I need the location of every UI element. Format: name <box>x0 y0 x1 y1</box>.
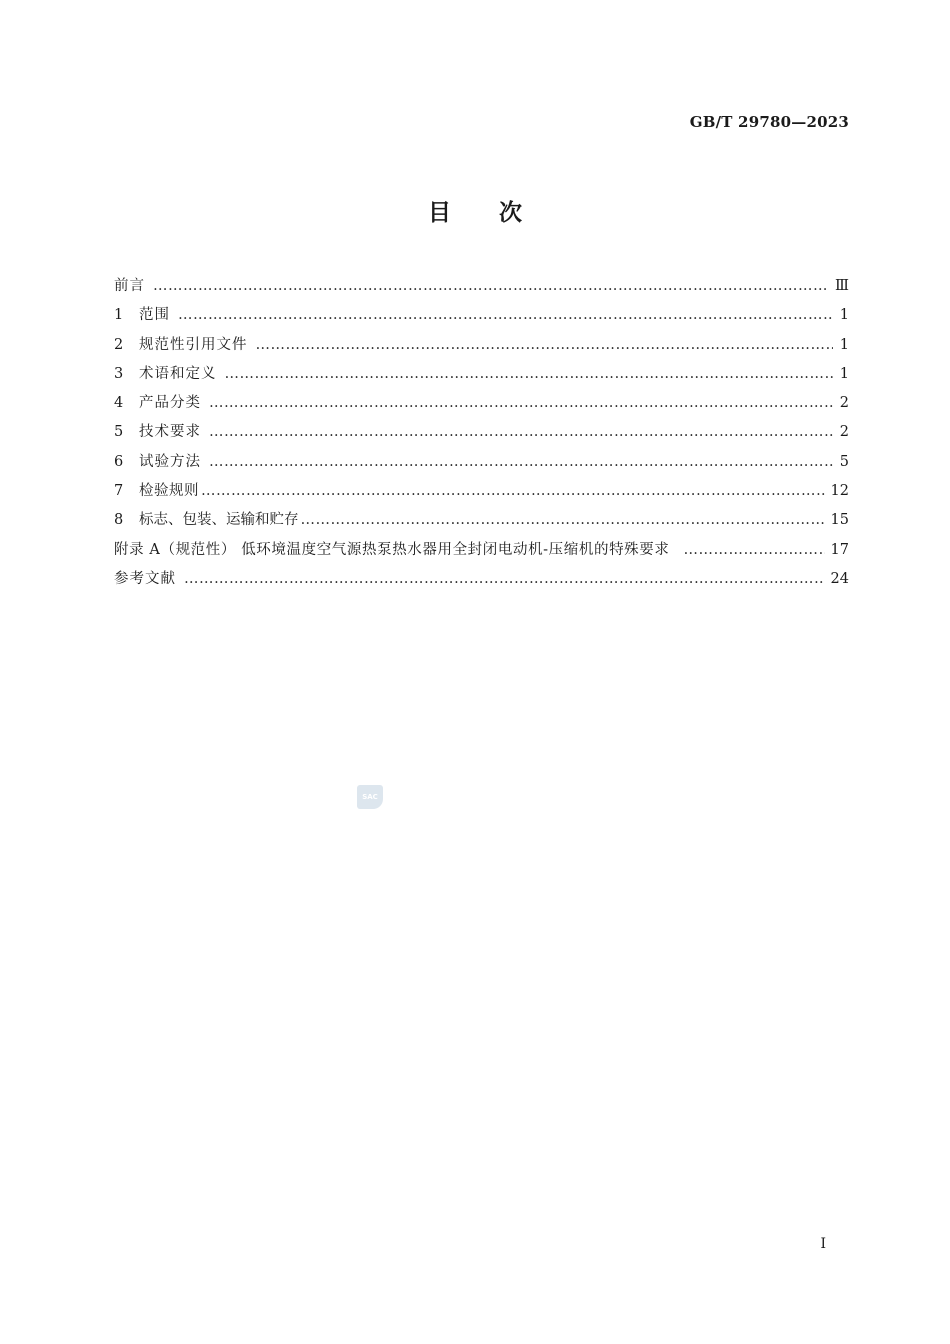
toc-entry-normative-references[interactable] <box>114 331 849 360</box>
toc-entry-page: 17 <box>830 541 849 558</box>
toc-leader-dots <box>256 331 834 360</box>
toc-entry-label: 术语和定义 <box>139 365 217 382</box>
toc-entry-page: 2 <box>839 424 849 441</box>
toc-entry-label: 参考文献 <box>114 570 176 587</box>
toc-leader-dots <box>209 389 833 418</box>
table-of-contents <box>114 272 849 594</box>
toc-entry-number: 6 <box>114 453 124 470</box>
toc-entry-test-methods[interactable] <box>114 448 849 477</box>
toc-entry-annex-a[interactable] <box>114 536 849 565</box>
toc-entry-page: 12 <box>830 483 849 500</box>
toc-entry-scope[interactable] <box>114 301 849 330</box>
page-title: 目次 <box>428 200 570 226</box>
toc-entry-terms-definitions[interactable] <box>114 360 849 389</box>
toc-entry-page: 1 <box>839 336 849 353</box>
toc-entry-label: 附录 A（规范性） 低环境温度空气源热泵热水器用全封闭电动机-压缩机的特殊要求 <box>114 541 670 558</box>
toc-leader-dots <box>184 565 825 594</box>
toc-entry-number: 2 <box>114 336 124 353</box>
toc-entry-bibliography[interactable] <box>114 565 849 594</box>
toc-entry-label: 标志、包装、运输和贮存 <box>139 512 299 529</box>
toc-leader-dots <box>209 448 833 477</box>
toc-leader-dots <box>178 301 833 330</box>
toc-entry-label: 规范性引用文件 <box>139 336 248 353</box>
toc-entry-label: 范围 <box>139 307 170 324</box>
toc-entry-label: 试验方法 <box>139 453 201 470</box>
toc-entry-page: 1 <box>839 365 849 382</box>
toc-entry-page: 24 <box>830 570 849 587</box>
toc-entry-label: 技术要求 <box>139 424 201 441</box>
toc-entry-number: 7 <box>114 483 124 500</box>
toc-entry-page: 15 <box>830 512 849 529</box>
toc-entry-number: 4 <box>114 395 124 412</box>
toc-entry-page: 5 <box>839 453 849 470</box>
toc-entry-number: 1 <box>114 307 124 324</box>
toc-leader-dots <box>225 360 834 389</box>
toc-leader-dots <box>209 418 833 447</box>
toc-entry-inspection-rules[interactable] <box>114 477 849 506</box>
toc-entry-number: 5 <box>114 424 124 441</box>
page-number: Ⅰ <box>820 1236 826 1252</box>
toc-entry-marking-packaging[interactable] <box>114 506 849 535</box>
toc-entry-label: 检验规则 <box>139 483 199 500</box>
sac-watermark-logo: SAC <box>357 785 383 809</box>
toc-entry-number: 8 <box>114 512 124 529</box>
toc-leader-dots <box>684 536 825 565</box>
standard-number: GB/T 29780—2023 <box>689 113 849 131</box>
toc-entry-label: 前言 <box>114 278 145 294</box>
toc-entry-label: 产品分类 <box>139 395 201 412</box>
toc-entry-foreword[interactable] <box>114 272 849 301</box>
toc-leader-dots <box>301 506 825 535</box>
toc-entry-requirements[interactable] <box>114 418 849 447</box>
toc-entry-classification[interactable] <box>114 389 849 418</box>
toc-leader-dots <box>153 272 829 301</box>
toc-entry-number: 3 <box>114 365 124 382</box>
toc-entry-page: 2 <box>839 395 849 412</box>
toc-leader-dots <box>201 477 825 506</box>
toc-entry-page: Ⅲ <box>835 278 849 294</box>
toc-entry-page: 1 <box>839 307 849 324</box>
